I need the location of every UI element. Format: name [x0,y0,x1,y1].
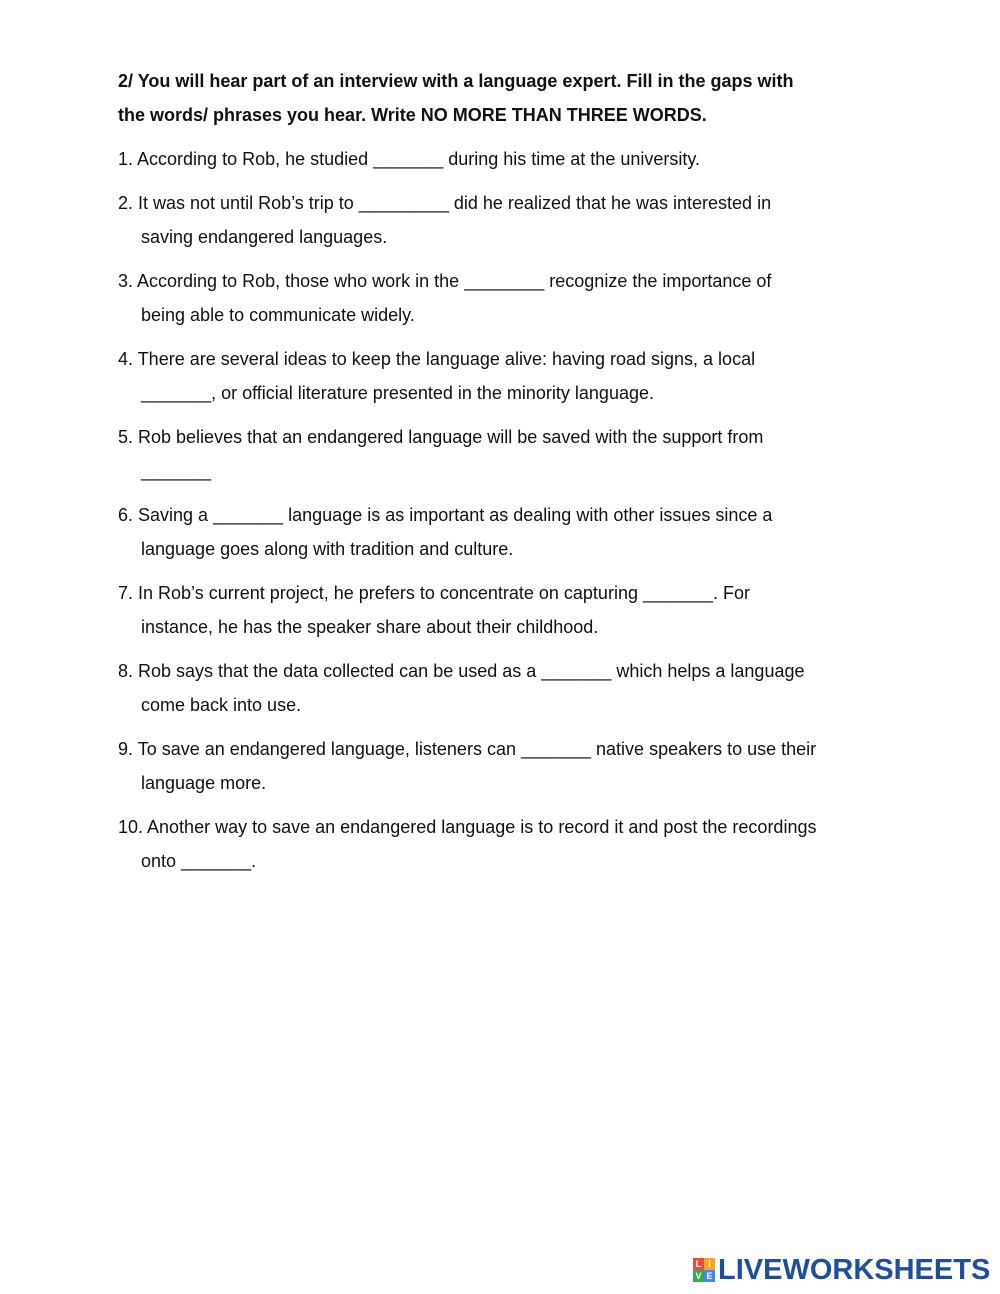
instructions-line: the words/ phrases you hear. Write NO MORE THAN THREE WORDS. [118,105,707,125]
question-4 [118,342,888,410]
question-text: 9. To save an endangered language, listeners can _______ native speakers to use their [118,739,817,759]
question-text-continued: _______, or official literature presented in the minority language. [141,383,654,403]
question-5 [118,420,888,488]
question-text-continued: being able to communicate widely. [141,305,415,325]
question-6 [118,498,888,566]
logo-badge-letter: L [693,1258,704,1270]
question-text-continued: onto _______. [141,851,257,871]
question-text-continued: come back into use. [141,695,302,715]
logo-badge-letter: I [704,1258,715,1270]
question-10 [118,810,888,878]
question-text-continued: _______ [141,461,212,481]
instructions-line: 2/ You will hear part of an interview with a language expert. Fill in the gaps with [118,71,794,91]
question-text-continued: language more. [141,773,267,793]
instructions [118,64,888,132]
question-text: 10. Another way to save an endangered language is to record it and post the recordings [118,817,817,837]
question-text-continued: language goes along with tradition and culture. [141,539,514,559]
question-2 [118,186,888,254]
logo-badge-icon [693,1258,715,1282]
question-text: 4. There are several ideas to keep the language alive: having road signs, a local [118,349,756,369]
question-text: 2. It was not until Rob’s trip to _________ did he realized that he was interested in [118,193,772,213]
question-text: 7. In Rob’s current project, he prefers to concentrate on capturing _______. For [118,583,751,603]
question-text: 3. According to Rob, those who work in the ________ recognize the importance of [118,271,772,291]
question-text: 8. Rob says that the data collected can be used as a _______ which helps a language [118,661,805,681]
question-8 [118,654,888,722]
question-7 [118,576,888,644]
logo-badge-letter: E [704,1270,715,1282]
question-text: 1. According to Rob, he studied _______ during his time at the university. [118,149,701,169]
question-text-continued: instance, he has the speaker share about their childhood. [141,617,599,637]
question-text: 6. Saving a _______ language is as important as dealing with other issues since a [118,505,773,525]
liveworksheets-logo[interactable] [693,1255,989,1285]
question-9 [118,732,888,800]
question-3 [118,264,888,332]
logo-text: LIVEWORKSHEETS [718,1254,991,1286]
question-1 [118,142,888,176]
worksheet [118,64,888,888]
question-text: 5. Rob believes that an endangered language will be saved with the support from [118,427,764,447]
logo-badge-letter: V [693,1270,704,1282]
question-text-continued: saving endangered languages. [141,227,388,247]
